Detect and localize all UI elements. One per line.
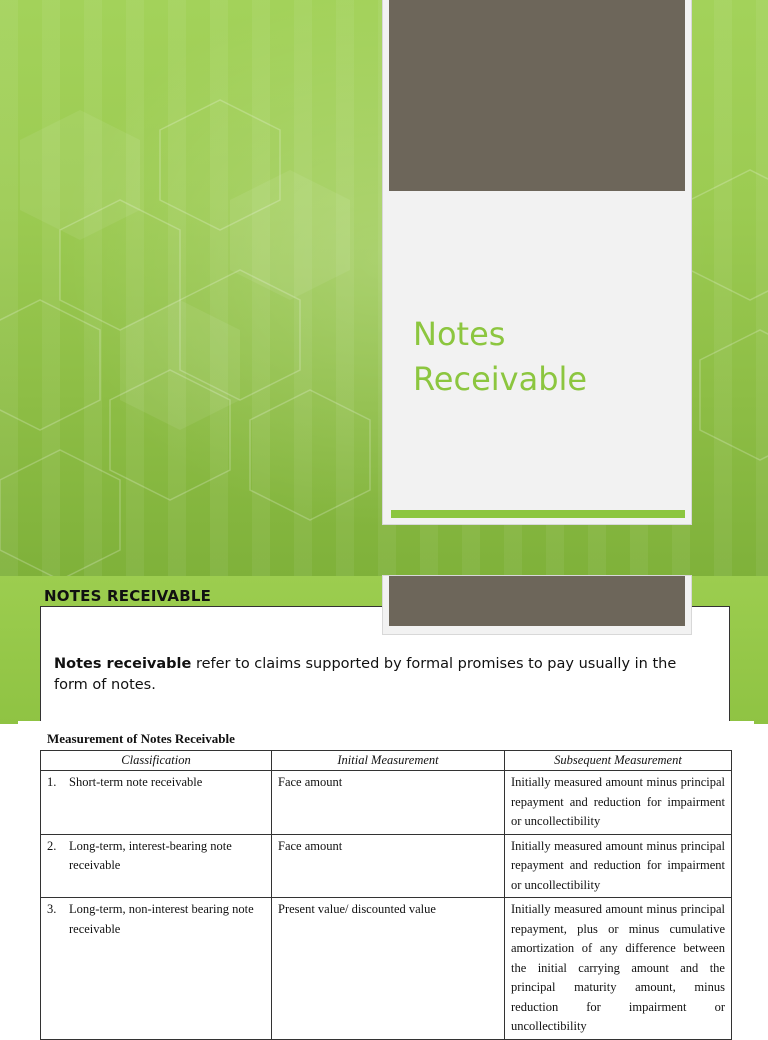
classification-cell — [41, 834, 272, 898]
initial-measurement-cell: Present value/ discounted value — [272, 898, 505, 1040]
table-row — [41, 771, 732, 835]
definition-paragraph — [54, 654, 714, 696]
classification-text: Short-term note receivable — [69, 775, 203, 789]
row-number: 1. — [47, 775, 57, 789]
content-slide — [0, 576, 768, 1033]
definition-text: refer to claims supported by formal promises to pay usually in the form of notes. — [54, 656, 677, 693]
slide-title-line-1: Notes — [413, 315, 506, 353]
table-header-row — [41, 751, 732, 771]
title-card-continuation — [383, 576, 691, 634]
classification-cell — [41, 898, 272, 1040]
title-card-photo-continuation — [389, 576, 685, 626]
row-number: 3. — [47, 902, 57, 916]
subsequent-measurement-cell: Initially measured amount minus principal repayment and reduction for impairment or uncollectibility — [505, 834, 732, 898]
row-number: 2. — [47, 838, 57, 853]
header-classification: Classification — [41, 751, 272, 771]
initial-measurement-cell: Face amount — [272, 771, 505, 835]
header-subsequent-measurement: Subsequent Measurement — [505, 751, 732, 771]
section-heading: NOTES RECEIVABLE — [44, 587, 212, 605]
measurement-table — [40, 750, 732, 1040]
classification-text: Long-term, non-interest bearing note receivable — [69, 902, 254, 936]
subsequent-measurement-cell: Initially measured amount minus principal repayment, plus or minus cumulative amortization of any difference between the initial carrying amount and the principal maturity amount, minus reduction for impairment or uncollectibility — [505, 898, 732, 1040]
definition-term: Notes receivable — [54, 656, 192, 672]
slide-title — [413, 312, 673, 402]
classification-text: Long-term, interest-bearing note receivable — [69, 838, 232, 872]
header-initial-measurement: Initial Measurement — [272, 751, 505, 771]
table-title: Measurement of Notes Receivable — [47, 731, 235, 746]
subsequent-measurement-cell: Initially measured amount minus principal repayment and reduction for impairment or uncollectibility — [505, 771, 732, 835]
table-row — [41, 898, 732, 1040]
measurement-table-panel — [18, 721, 754, 1033]
title-card — [383, 0, 691, 524]
initial-measurement-cell: Face amount — [272, 834, 505, 898]
table-row — [41, 834, 732, 898]
title-accent-bar — [391, 510, 685, 518]
slide-title-line-2: Receivable — [413, 360, 588, 398]
classification-cell — [41, 771, 272, 835]
title-card-photo — [389, 0, 685, 191]
